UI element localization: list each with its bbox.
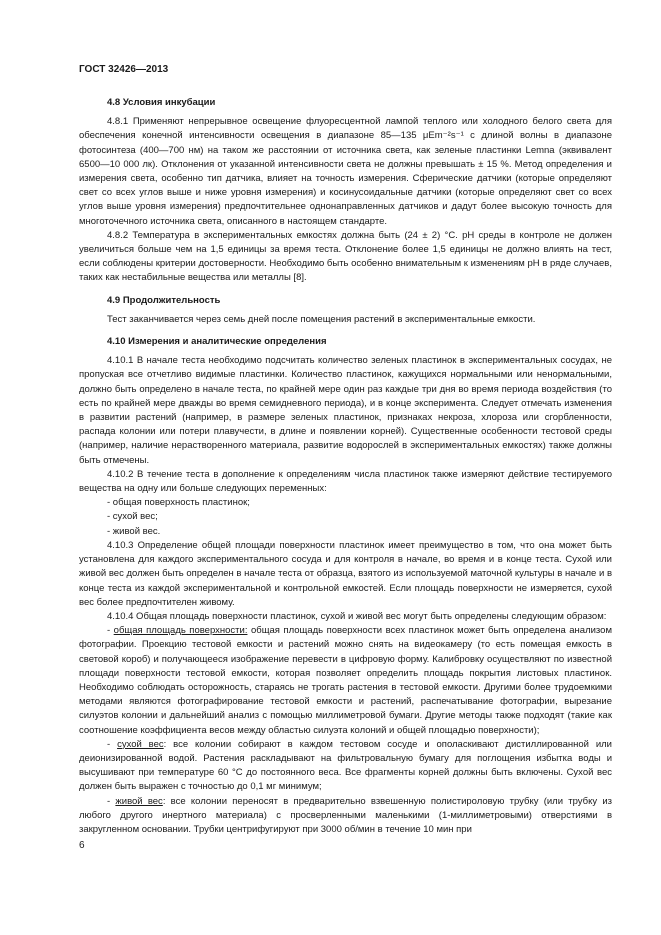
list-item: - живой вес. bbox=[107, 525, 161, 537]
paragraph-4-10-4: 4.10.4 Общая площадь поверхности пластинок, сухой и живой вес могут быть определены следующим образом: bbox=[107, 610, 607, 622]
paragraph-4-9: Тест заканчивается через семь дней после помещения растений в экспериментальные емкости. bbox=[107, 313, 536, 325]
paragraph-4-8-2: 4.8.2 Температура в экспериментальных емкостях должна быть (24 ± 2) °С. pH среды в контроле не должен увеличиться больше чем на 1,5 единицы за время теста. Отклонение более 1,5 единицы не должно влиять на тест, если соблюдены критерии достоверности. Необходимо быть особенно внимательным к изменениям pH в ряде случаев, таких как нестабильные вещества или металлы [8]. bbox=[79, 229, 612, 284]
section-heading-4-10: 4.10 Измерения и аналитические определения bbox=[107, 336, 327, 348]
text-dry-weight: : все колонии собирают в каждом тестовом сосуде и ополаскивают дистиллированной или деионизированной водой. Растения раскладывают на фильтровальную бумагу для поглощения избытка воды и высушивают при температуре 60 °С до постоянного веса. Все фрагменты корней должны быть включены. Сухой вес должен быть выражен с точностью до 0,1 мг минимум; bbox=[79, 738, 612, 793]
section-heading-4-9: 4.9 Продолжительность bbox=[107, 294, 221, 306]
document-header: ГОСТ 32426—2013 bbox=[79, 64, 169, 75]
paragraph-4-10-3: 4.10.3 Определение общей площади поверхности пластинок имеет преимущество в том, что она может быть установлена для каждого экспериментального сосуда и для контроля в начале, во время и в конце теста. Сухой или живой вес должен быть определен в начале теста от образца, взятого из используемой маточной культуры в начале и в конце теста из каждой экспериментальной и контрольной емкостей. Если площадь поверхности не измеряется, сухой вес более предпочтителен живому. bbox=[79, 539, 612, 608]
section-heading-4-8: 4.8 Условия инкубации bbox=[107, 97, 216, 108]
paragraph-4-10-1: 4.10.1 В начале теста необходимо подсчитать количество зеленых пластинок в экспериментальных сосудах, не пропуская все отчетливо видимые пластинки. Количество пластинок, кажущихся нормальными или ненормальными, должно быть определено в начале теста, по крайней мере один раз каждые три дня во время периода воздействия (то есть по крайней мере дважды во время семидневного периода), и в конце эксперимента. Следует отмечать изменения в развитии растений (например, в размере зеленых пластинок, признаках некроза, хлороза или сгорбленности, распада колонии или потери плавучести, в длине и появлении корней). Существенные особенности тестовой среды (например, наличие нерастворенного материала, развитие водорослей в экспериментальных емкостях) также должны быть отмечены. bbox=[79, 355, 612, 466]
method-fresh-weight: - живой вес: все колонии переносят в предварительно взвешенную полистироловую трубку (или трубку из любого другого инертного материала) с просверленными маленькими (1-миллиметровыми) отверстиями в закругленном основании. Трубки центрифугируют при 3000 об/мин в течение 10 мин при bbox=[79, 795, 612, 835]
method-surface-area: - общая площадь поверхности: общая площадь поверхности всех пластинок может быть определена анализом фотографии. Проекцию тестовой емкости и растений можно снять на видеокамеру (то есть помещая емкость в световой короб) и получающееся изображение перевести в цифровую форму. Калибровку осуществляют по известной площади поверхности тестовой емкости, которая позволяет определить площадь покрытия листовых пластинок. Необходимо соблюдать осторожность, стараясь не трогать растения в тестовой емкости. Другими более трудоемкими методами являются фотографирование тестовой емкости и растений, распечатывание фотографии, вырезание силуэтов колонии и дальнейший анализ с помощью миллиметровой бумаги. Другие методы также подходят (такие как соотношение коэффициента весов между областью силуэта колоний и общей площадью поверхности); bbox=[79, 625, 613, 736]
term-dry-weight: сухой вес bbox=[117, 738, 164, 750]
text-surface-area: общая площадь поверхности всех пластинок может быть определена анализом фотографии. Проекцию тестовой емкости и растений можно снять на видеокамеру (то есть помещая емкость в световой короб) и получающееся изображение перевести в цифровую форму. Калибровку осуществляют по известной площади поверхности тестовой емкости, которая позволяет определить площадь покрытия листовых пластинок. Необходимо соблюдать осторожность, стараясь не трогать растения в тестовой емкости. Другими более трудоемкими методами являются фотографирование тестовой емкости и растений, распечатывание фотографии, вырезание силуэтов колонии и дальнейший анализ с помощью миллиметровой бумаги. Другие методы также подходят (такие как соотношение коэффициента весов между областью силуэта колоний и общей площадью поверхности); bbox=[79, 625, 613, 736]
paragraph-4-10-2: 4.10.2 В течение теста в дополнение к определениям числа пластинок также измеряют действие тестируемого вещества на одну или больше следующих переменных: bbox=[79, 468, 612, 495]
term-fresh-weight: живой вес bbox=[115, 795, 163, 807]
list-item: - общая поверхность пластинок; bbox=[107, 497, 250, 509]
text-fresh-weight: : все колонии переносят в предварительно взвешенную полистироловую трубку (или трубку из любого другого инертного материала) с просверленными маленькими (1-миллиметровыми) отверстиями в закругленном основании. Трубки центрифугируют при 3000 об/мин в течение 10 мин при bbox=[79, 795, 612, 835]
page-number: 6 bbox=[79, 840, 85, 851]
page-content bbox=[79, 89, 612, 837]
method-dry-weight: - сухой вес: все колонии собирают в каждом тестовом сосуде и ополаскивают дистиллированной или деионизированной водой. Растения раскладывают на фильтровальную бумагу для поглощения избытка воды и высушивают при температуре 60 °С до постоянного веса. Все фрагменты корней должны быть включены. Сухой вес должен быть выражен с точностью до 0,1 мг минимум; bbox=[79, 738, 612, 793]
term-surface-area: общая площадь поверхности: bbox=[113, 625, 248, 637]
list-item: - сухой вес; bbox=[107, 511, 158, 523]
paragraph-4-8-1: 4.8.1 Применяют непрерывное освещение флуоресцентной лампой теплого или холодного белого света для обеспечения конечной интенсивности освещения в диапазоне 85—135 μEm⁻²s⁻¹ с длиной волны в диапазоне фотосинтеза (400—700 нм) на таком же расстоянии от источника света, как зеленые пластинки Lemna (эквивалент 6500—10 000 лк). Отклонения от указанной интенсивности света не должны превышать ± 15 %. Метод определения и измерения света, особенно тип датчика, влияет на точность измерения. Сферические датчики (которые определяют свет со всех углов выше и ниже уровня измерения) и косинусоидальные датчики (которые определяют свет со всех углов выше уровня измерения) предпочтительнее однонаправленных датчиков и дадут более высокую точность для многоточечного источника света, описанного в настоящем стандарте. bbox=[79, 116, 612, 227]
